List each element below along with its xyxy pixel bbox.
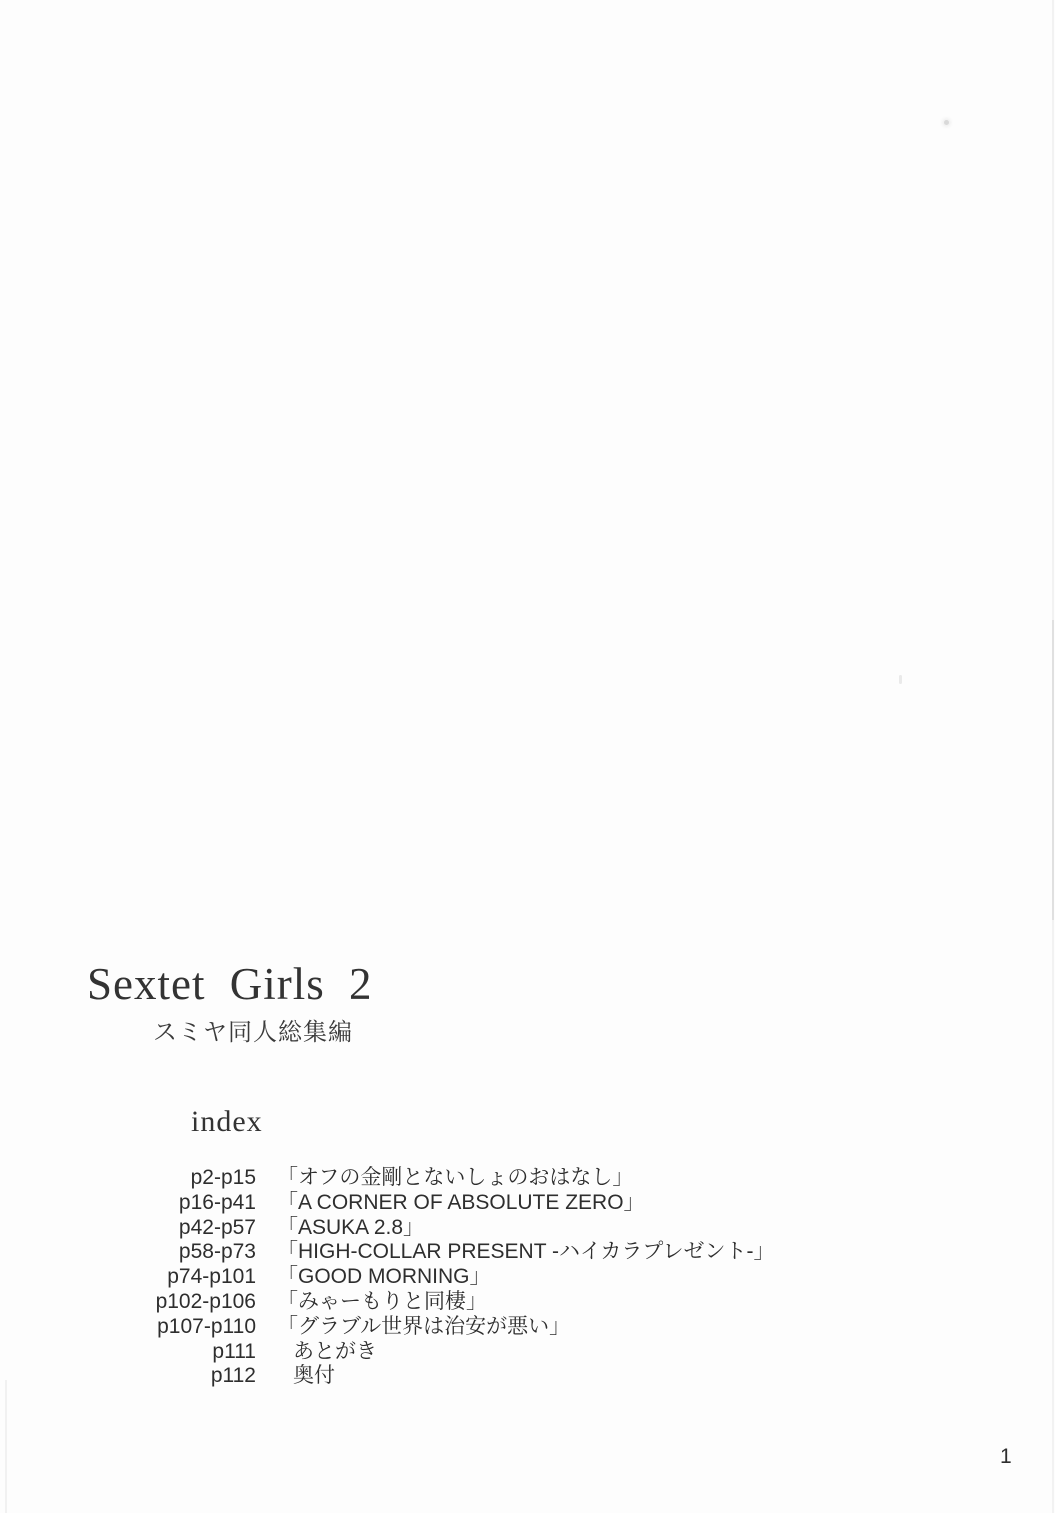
scan-edge-right-shadow — [1052, 620, 1054, 920]
toc-row — [0, 1340, 775, 1365]
toc-row — [0, 1166, 775, 1191]
scan-edge-left — [5, 1380, 7, 1513]
toc-entry-title: 奥付 — [293, 1364, 335, 1388]
toc-row — [0, 1191, 775, 1216]
toc-page-range: p107-p110 — [157, 1314, 256, 1338]
toc-row — [0, 1216, 775, 1241]
toc-entry-title: 「ASUKA 2.8」 — [277, 1215, 425, 1239]
toc-row — [0, 1290, 775, 1315]
toc-row — [0, 1240, 775, 1265]
toc-row — [0, 1265, 775, 1290]
toc-entry-title: 「グラブル世界は治安が悪い」 — [277, 1314, 571, 1338]
toc-page-range: p74-p101 — [167, 1265, 256, 1289]
toc-entry-title: 「A CORNER OF ABSOLUTE ZERO」 — [277, 1190, 645, 1214]
toc-page-range: p102-p106 — [155, 1289, 256, 1313]
scan-speck — [899, 675, 902, 684]
toc-entry-title: 「オフの金剛とないしょのおはなし」 — [277, 1166, 634, 1189]
toc-row — [0, 1315, 775, 1340]
toc-entry-title: あとがき — [293, 1339, 377, 1363]
toc-entry-title: 「GOOD MORNING」 — [277, 1265, 491, 1289]
toc-row — [0, 1364, 775, 1389]
book-title: Sextet Girls 2 — [87, 959, 373, 1009]
toc-page-range: p58-p73 — [178, 1240, 256, 1264]
toc-page-range: p2-p15 — [190, 1166, 256, 1189]
toc-page-range: p16-p41 — [178, 1190, 256, 1214]
book-subtitle: スミヤ同人総集編 — [153, 1020, 353, 1046]
scan-speck — [944, 120, 949, 125]
toc-page-range: p42-p57 — [178, 1215, 256, 1239]
index-heading: index — [191, 1105, 263, 1138]
toc-page-range: p111 — [212, 1339, 256, 1363]
table-of-contents — [0, 1166, 775, 1389]
toc-page-range: p112 — [210, 1364, 256, 1388]
page-number: 1 — [1000, 1445, 1012, 1468]
toc-entry-title: 「HIGH-COLLAR PRESENT -ハイカラプレゼント-」 — [277, 1240, 775, 1264]
toc-entry-title: 「みゃーもりと同棲」 — [277, 1289, 487, 1313]
